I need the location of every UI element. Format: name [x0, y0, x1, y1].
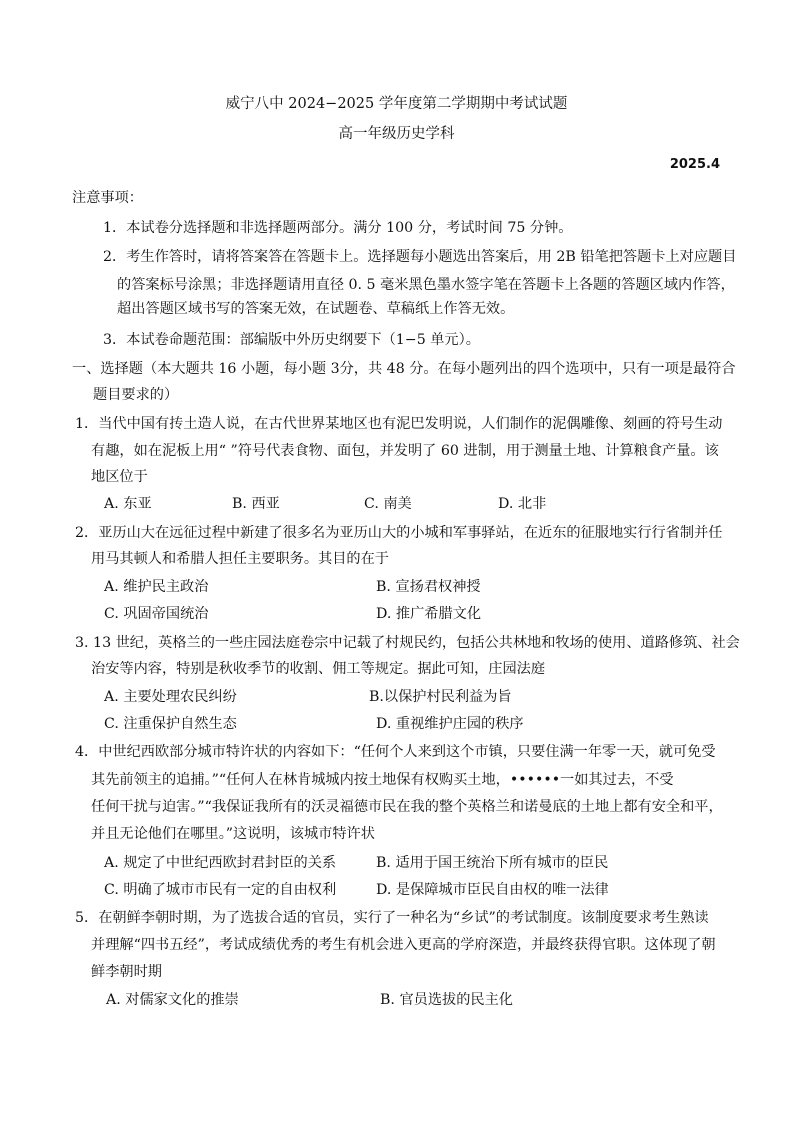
option-d[interactable]: D. 北非 [498, 496, 547, 512]
exam-subtitle: 高一年级历史学科 [338, 126, 455, 142]
question-stem: 地区位于 [91, 469, 148, 485]
notice-item: 1．本试卷分选择题和非选择题两部分。满分 100 分，考试时间 75 分钟。 [103, 220, 573, 236]
question-stem: 3. 13 世纪，英格兰的一些庄园法庭卷宗中记载了村规民约，包括公共林地和牧场的使用、道路修筑、社会 [75, 635, 740, 651]
option-d[interactable]: D. 重视维护庄园的秩序 [376, 716, 524, 732]
option-c[interactable]: C. 明确了城市市民有一定的自由权利 [104, 882, 337, 898]
notice-item-continuation: 的答案标号涂黑；非选择题请用直径 0. 5 毫米黑色墨水签字笔在答题卡上各题的答题区域内作答， [117, 277, 735, 293]
question-stem: 1．当代中国有抟土造人说，在古代世界某地区也有泥巴发明说，人们制作的泥偶雕像、刻画的符号生动 [75, 416, 723, 432]
exam-title: 威宁八中 2024−2025 学年度第二学期期中考试试题 [225, 96, 568, 112]
exam-date: 2025.4 [669, 157, 720, 172]
option-a[interactable]: A. 对儒家文化的推崇 [106, 992, 239, 1008]
notice-item: 3．本试卷命题范围：部编版中外历史纲要下（1−5 单元）。 [103, 332, 480, 348]
option-b[interactable]: B. 宣扬君权神授 [376, 579, 481, 595]
question-stem: 并理解“四书五经”，考试成绩优秀的考生有机会进入更高的学府深造，并最终获得官职。这体现了朝 [91, 937, 716, 953]
option-b[interactable]: B.以保护村民利益为旨 [369, 689, 512, 705]
option-c[interactable]: C. 南美 [364, 496, 412, 512]
question-stem: 任何干扰与迫害。”“我保证我所有的沃灵福德市民在我的整个英格兰和诺曼底的土地上都有安全和平， [91, 799, 723, 815]
option-a[interactable]: A. 维护民主政治 [104, 579, 209, 595]
section-title-continuation: 题目要求的） [93, 387, 179, 403]
option-b[interactable]: B. 西亚 [232, 496, 280, 512]
question-stem: 治安等内容，特别是秋收季节的收割、佣工等规定。据此可知，庄园法庭 [91, 661, 546, 677]
notice-item: 2．考生作答时，请将答案答在答题卡上。选择题每小题选出答案后，用 2B 铅笔把答题卡上对应题目 [103, 249, 737, 265]
question-stem: 用马其顿人和希腊人担任主要职务。其目的在于 [91, 551, 389, 567]
option-c[interactable]: C. 巩固帝国统治 [104, 606, 209, 622]
notice-item-continuation: 超出答题区域书写的答案无效，在试题卷、草稿纸上作答无效。 [117, 301, 515, 317]
question-stem: 2．亚历山大在远征过程中新建了很多名为亚历山大的小城和军事驿站，在近东的征服地实行行省制并任 [75, 525, 723, 541]
question-stem: 4．中世纪西欧部分城市特许状的内容如下：“任何个人来到这个市镇，只要住满一年零一天，就可免受 [75, 744, 716, 760]
option-d[interactable]: D. 推广希腊文化 [376, 606, 482, 622]
option-a[interactable]: A. 主要处理农民纠纷 [104, 689, 237, 705]
option-a[interactable]: A. 东亚 [104, 496, 152, 512]
section-title: 一、选择题（本大题共 16 小题，每小题 3分，共 48 分。在每小题列出的四个选项中，只有一项是最符合 [72, 361, 736, 377]
question-stem: 并且无论他们在哪里。”这说明，该城市特许状 [91, 826, 375, 842]
option-a[interactable]: A. 规定了中世纪西欧封君封臣的关系 [104, 855, 337, 871]
option-d[interactable]: D. 是保障城市臣民自由权的唯一法律 [376, 882, 609, 898]
question-stem: 5．在朝鲜李朝时期，为了选拔合适的官员，实行了一种名为“乡试”的考试制度。该制度要求考生熟读 [75, 910, 709, 926]
question-stem: 鲜李朝时期 [91, 964, 162, 980]
option-b[interactable]: B. 适用于国王统治下所有城市的臣民 [376, 855, 609, 871]
option-b[interactable]: B. 官员选拔的民主化 [380, 992, 513, 1008]
notice-heading: 注意事项： [72, 190, 143, 206]
question-stem: 有趣，如在泥板上用“ ”符号代表食物、面包，并发明了 60 进制，用于测量土地、计算粮食产量。该 [91, 443, 719, 459]
question-stem: 其先前领主的追捕。”“任何人在林肯城城内按土地保有权购买土地，••••••一如其过去，不受 [91, 772, 674, 788]
option-c[interactable]: C. 注重保护自然生态 [104, 716, 237, 732]
